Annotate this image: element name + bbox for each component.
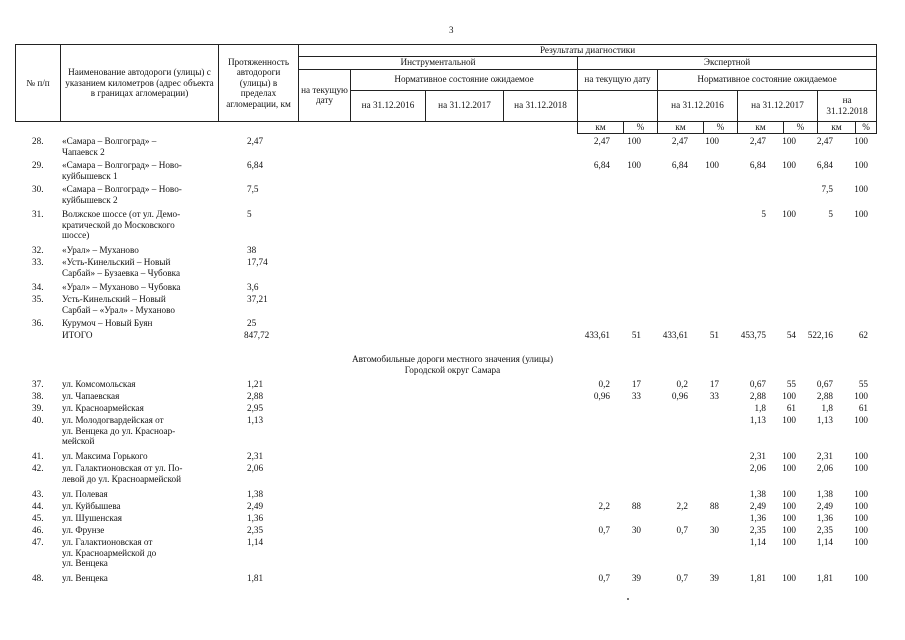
row-length: 1,13 bbox=[247, 415, 264, 425]
row-name-line: Волжское шоссе (от ул. Демо- bbox=[62, 209, 181, 219]
unit-pct-4: % bbox=[856, 121, 877, 133]
row-number: 42. bbox=[32, 463, 44, 473]
row-length: 2,06 bbox=[247, 463, 264, 473]
row-pct: 100 bbox=[854, 184, 868, 194]
row-pct: 100 bbox=[854, 489, 868, 499]
row-km: 2,31 bbox=[816, 451, 833, 461]
row-km: 0,67 bbox=[816, 379, 833, 389]
row-name-line: ул. Куйбышева bbox=[62, 501, 121, 511]
row-pct: 61 bbox=[858, 403, 868, 413]
row-km: 1,81 bbox=[749, 573, 766, 583]
row-pct: 30 bbox=[709, 525, 719, 535]
row-name-line: «Самара – Волгоград» – bbox=[62, 136, 157, 146]
row-length: 2,31 bbox=[247, 451, 264, 461]
row-length: 25 bbox=[247, 318, 257, 328]
row-length: 38 bbox=[247, 245, 257, 255]
row-pct: 33 bbox=[631, 391, 641, 401]
row-km: 1,8 bbox=[821, 403, 833, 413]
row-length: 2,88 bbox=[247, 391, 264, 401]
row-pct: 100 bbox=[705, 136, 719, 146]
row-km: 0,7 bbox=[676, 573, 688, 583]
row-number: 43. bbox=[32, 489, 44, 499]
row-name-line: ул. Галактионовская от ул. По- bbox=[62, 463, 183, 473]
unit-pct-2: % bbox=[704, 121, 738, 133]
row-km: 433,61 bbox=[662, 330, 688, 340]
row-km: 1,14 bbox=[749, 537, 766, 547]
row-km: 1,13 bbox=[749, 415, 766, 425]
row-km: 0,7 bbox=[676, 525, 688, 535]
row-number: 44. bbox=[32, 501, 44, 511]
row-pct: 100 bbox=[782, 136, 796, 146]
row-pct: 54 bbox=[786, 330, 796, 340]
row-number: 35. bbox=[32, 294, 44, 304]
row-km: 2,88 bbox=[816, 391, 833, 401]
row-pct: 100 bbox=[854, 391, 868, 401]
row-number: 32. bbox=[32, 245, 44, 255]
row-km: 0,2 bbox=[598, 379, 610, 389]
row-length: 7,5 bbox=[247, 184, 259, 194]
row-km: 1,38 bbox=[749, 489, 766, 499]
row-name-line: левой до ул. Красноармейской bbox=[62, 473, 181, 484]
row-name-line: ул. Галактионовская от bbox=[62, 537, 153, 547]
row-number: 37. bbox=[32, 379, 44, 389]
row-name-line: ул. Венцека до ул. Красноар- bbox=[62, 425, 176, 436]
row-name-line: «Усть-Кинельский – Новый bbox=[62, 257, 171, 267]
header-exp-current: на текущую дату bbox=[578, 69, 658, 90]
row-name-line: ул. Венцека bbox=[62, 573, 108, 583]
row-km: 0,96 bbox=[593, 391, 610, 401]
row-length: 5 bbox=[247, 209, 252, 219]
header-expert: Экспертной bbox=[578, 56, 877, 69]
row-pct: 55 bbox=[786, 379, 796, 389]
row-pct: 100 bbox=[782, 451, 796, 461]
row-name-line: кратической до Московского bbox=[62, 219, 175, 230]
row-km: 0,2 bbox=[676, 379, 688, 389]
row-pct: 100 bbox=[854, 513, 868, 523]
row-km: 1,36 bbox=[749, 513, 766, 523]
row-km: 2,06 bbox=[816, 463, 833, 473]
row-length: 1,36 bbox=[247, 513, 264, 523]
row-km: 6,84 bbox=[671, 160, 688, 170]
row-km: 2,49 bbox=[816, 501, 833, 511]
row-length: 2,47 bbox=[247, 136, 264, 146]
header-exp-2018-b: 31.12.2018 bbox=[826, 105, 868, 116]
row-pct: 100 bbox=[782, 489, 796, 499]
unit-km-4: км bbox=[818, 121, 856, 133]
row-pct: 100 bbox=[627, 160, 641, 170]
row-name-line: «Урал» – Муханово – Чубовка bbox=[62, 282, 181, 292]
row-length: 2,35 bbox=[247, 525, 264, 535]
row-name-line: ИТОГО bbox=[62, 330, 93, 340]
row-number: 29. bbox=[32, 160, 44, 170]
row-length: 1,38 bbox=[247, 489, 264, 499]
row-length: 1,14 bbox=[247, 537, 264, 547]
header-instr-2017: на 31.12.2017 bbox=[426, 90, 504, 121]
row-km: 2,47 bbox=[593, 136, 610, 146]
row-pct: 100 bbox=[627, 136, 641, 146]
header-name: Наименование автодороги (улицы) с указанием километров (адрес объекта в границах агломерации) bbox=[61, 45, 219, 122]
row-km: 6,84 bbox=[816, 160, 833, 170]
row-number: 33. bbox=[32, 257, 44, 267]
row-km: 1,13 bbox=[816, 415, 833, 425]
row-pct: 51 bbox=[709, 330, 719, 340]
header-num: № п/п bbox=[16, 45, 61, 122]
row-km: 2,35 bbox=[749, 525, 766, 535]
row-name-line: ул. Красноармейская bbox=[62, 403, 144, 413]
row-km: 2,49 bbox=[749, 501, 766, 511]
row-km: 7,5 bbox=[821, 184, 833, 194]
row-km: 1,38 bbox=[816, 489, 833, 499]
row-pct: 88 bbox=[631, 501, 641, 511]
row-km: 5 bbox=[761, 209, 766, 219]
row-pct: 100 bbox=[782, 160, 796, 170]
row-pct: 100 bbox=[782, 391, 796, 401]
row-pct: 100 bbox=[854, 209, 868, 219]
row-km: 2,31 bbox=[749, 451, 766, 461]
row-name-line: ул. Чапаевская bbox=[62, 391, 120, 401]
row-pct: 100 bbox=[705, 160, 719, 170]
row-km: 2,47 bbox=[749, 136, 766, 146]
unit-pct-3: % bbox=[784, 121, 818, 133]
row-pct: 88 bbox=[709, 501, 719, 511]
row-km: 433,61 bbox=[584, 330, 610, 340]
row-km: 0,96 bbox=[671, 391, 688, 401]
row-name-line: «Самара – Волгоград» – Ново- bbox=[62, 160, 182, 170]
row-km: 1,8 bbox=[754, 403, 766, 413]
row-number: 48. bbox=[32, 573, 44, 583]
unit-pct-1: % bbox=[624, 121, 658, 133]
row-km: 5 bbox=[828, 209, 833, 219]
row-length: 1,81 bbox=[247, 573, 264, 583]
row-km: 1,36 bbox=[816, 513, 833, 523]
row-pct: 100 bbox=[854, 160, 868, 170]
row-name-line: Чапаевск 2 bbox=[62, 146, 105, 157]
row-pct: 30 bbox=[631, 525, 641, 535]
row-name-line: «Самара – Волгоград» – Ново- bbox=[62, 184, 182, 194]
row-name-line: ул. Шушенская bbox=[62, 513, 123, 523]
row-number: 28. bbox=[32, 136, 44, 146]
row-pct: 100 bbox=[782, 525, 796, 535]
row-km: 1,14 bbox=[816, 537, 833, 547]
header-exp-2017: на 31.12.2017 bbox=[738, 90, 818, 121]
row-km: 6,84 bbox=[593, 160, 610, 170]
row-name-line: мейской bbox=[62, 436, 95, 446]
row-pct: 100 bbox=[782, 501, 796, 511]
unit-km-1: км bbox=[578, 121, 624, 133]
row-pct: 17 bbox=[631, 379, 641, 389]
row-pct: 61 bbox=[786, 403, 796, 413]
row-name-line: ул. Полевая bbox=[62, 489, 108, 499]
row-pct: 100 bbox=[854, 451, 868, 461]
row-name-line: Курумоч – Новый Буян bbox=[62, 318, 153, 328]
row-pct: 100 bbox=[854, 463, 868, 473]
row-km: 2,88 bbox=[749, 391, 766, 401]
row-length: 847,72 bbox=[244, 330, 270, 340]
header-results: Результаты диагностики bbox=[299, 45, 877, 57]
row-name-line: шоссе) bbox=[62, 230, 90, 240]
row-length: 17,74 bbox=[247, 257, 268, 267]
header-instr-current: на текущую дату bbox=[299, 69, 351, 121]
header-exp-2016: на 31.12.2016 bbox=[658, 90, 738, 121]
row-name-line: куйбышевск 1 bbox=[62, 170, 118, 181]
row-pct: 100 bbox=[854, 501, 868, 511]
row-name-line: Сарбай» – Бузаевка – Чубовка bbox=[62, 267, 181, 278]
row-number: 30. bbox=[32, 184, 44, 194]
row-length: 37,21 bbox=[247, 294, 268, 304]
row-pct: 51 bbox=[631, 330, 641, 340]
row-km: 522,16 bbox=[807, 330, 833, 340]
row-km: 0,67 bbox=[749, 379, 766, 389]
row-number: 41. bbox=[32, 451, 44, 461]
row-length: 2,49 bbox=[247, 501, 264, 511]
row-number: 34. bbox=[32, 282, 44, 292]
row-name-line: ул. Красноармейской до bbox=[62, 547, 157, 558]
row-name-line: ул. Венцека bbox=[62, 558, 108, 568]
row-number: 45. bbox=[32, 513, 44, 523]
section-title-2: Городской округ Самара bbox=[404, 365, 501, 375]
row-length: 1,21 bbox=[247, 379, 264, 389]
row-pct: 100 bbox=[782, 513, 796, 523]
row-pct: 62 bbox=[858, 330, 868, 340]
row-pct: 100 bbox=[854, 537, 868, 547]
row-km: 0,7 bbox=[598, 573, 610, 583]
row-km: 2,35 bbox=[816, 525, 833, 535]
row-name-line: куйбышевск 2 bbox=[62, 194, 118, 205]
row-length: 2,95 bbox=[247, 403, 264, 413]
row-km: 2,47 bbox=[816, 136, 833, 146]
row-pct: 100 bbox=[854, 415, 868, 425]
unit-km-3: км bbox=[738, 121, 784, 133]
row-km: 2,2 bbox=[598, 501, 610, 511]
row-number: 47. bbox=[32, 537, 44, 547]
row-number: 39. bbox=[32, 403, 44, 413]
row-pct: 39 bbox=[709, 573, 719, 583]
row-pct: 100 bbox=[782, 209, 796, 219]
row-km: 2,06 bbox=[749, 463, 766, 473]
row-number: 40. bbox=[32, 415, 44, 425]
row-name-line: Сарбай – «Урал» - Муханово bbox=[62, 304, 175, 315]
row-number: 38. bbox=[32, 391, 44, 401]
row-pct: 100 bbox=[854, 573, 868, 583]
row-km: 1,81 bbox=[816, 573, 833, 583]
row-km: 2,2 bbox=[676, 501, 688, 511]
header-exp-2018-a: на bbox=[842, 95, 852, 105]
row-length: 3,6 bbox=[247, 282, 259, 292]
row-km: 453,75 bbox=[740, 330, 766, 340]
row-name-line: ул. Молодогвардейская от bbox=[62, 415, 164, 425]
header-instr-2016: на 31.12.2016 bbox=[351, 90, 426, 121]
row-pct: 39 bbox=[631, 573, 641, 583]
row-km: 0,7 bbox=[598, 525, 610, 535]
header-exp-normative: Нормативное состояние ожидаемое bbox=[658, 69, 877, 90]
row-pct: 100 bbox=[782, 463, 796, 473]
row-km: 2,47 bbox=[671, 136, 688, 146]
row-pct: 100 bbox=[854, 525, 868, 535]
row-pct: 55 bbox=[858, 379, 868, 389]
row-name-line: «Урал» – Муханово bbox=[62, 245, 139, 255]
row-name-line: Усть-Кинельский – Новый bbox=[62, 294, 166, 304]
header-instrumental: Инструментальной bbox=[299, 56, 578, 69]
row-pct: 17 bbox=[709, 379, 719, 389]
row-length: 6,84 bbox=[247, 160, 264, 170]
row-number: 36. bbox=[32, 318, 44, 328]
row-name-line: ул. Фрунзе bbox=[62, 525, 105, 535]
row-name-line: ул. Максима Горького bbox=[62, 451, 148, 461]
row-pct: 33 bbox=[709, 391, 719, 401]
section-title-1: Автомобильные дороги местного значения (улицы) bbox=[351, 354, 554, 364]
row-pct: 100 bbox=[782, 537, 796, 547]
header-length: Протяженность автодороги (улицы) в пределах агломерации, км bbox=[219, 45, 299, 122]
row-name-line: ул. Комсомольская bbox=[62, 379, 136, 389]
scan-speck bbox=[627, 598, 629, 600]
row-pct: 100 bbox=[782, 415, 796, 425]
header-instr-normative: Нормативное состояние ожидаемое bbox=[351, 69, 578, 90]
page-number: 3 bbox=[449, 25, 454, 35]
header-instr-2018: на 31.12.2018 bbox=[504, 90, 578, 121]
row-km: 6,84 bbox=[749, 160, 766, 170]
unit-km-2: км bbox=[658, 121, 704, 133]
row-pct: 100 bbox=[854, 136, 868, 146]
row-number: 31. bbox=[32, 209, 44, 219]
row-pct: 100 bbox=[782, 573, 796, 583]
row-number: 46. bbox=[32, 525, 44, 535]
